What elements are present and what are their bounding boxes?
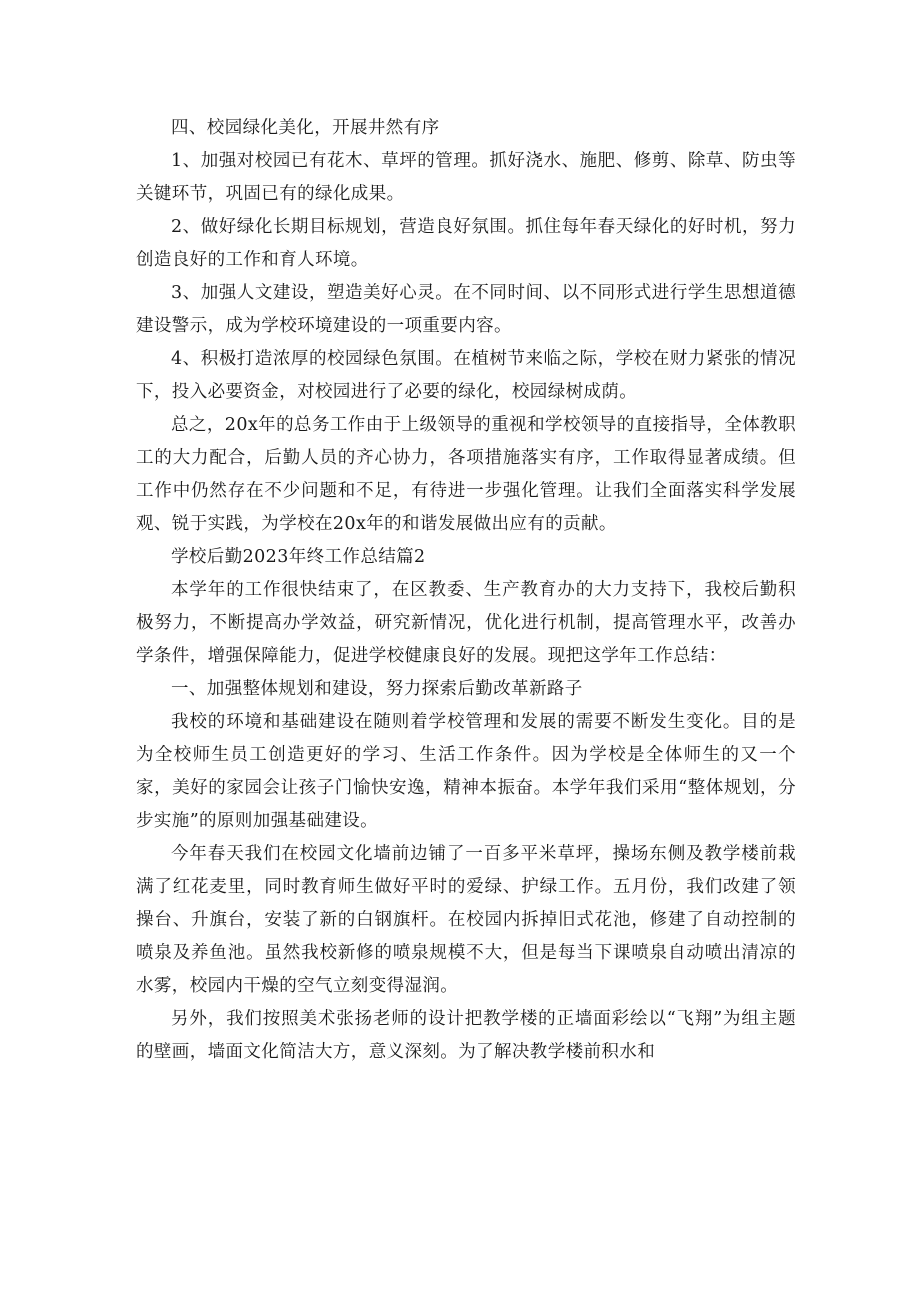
paragraph-conclusion: 总之，20x年的总务工作由于上级领导的重视和学校领导的直接指导，全体教职工的大力配合，后勤人员的齐心协力，各项措施落实有序，工作取得显著成绩。但工作中仍然存在不少问题和不足，有待进一步强化管理。让我们全面落实科学发展观、锐于实践，为学校在20x年的和谐发展做出应有的贡献。 bbox=[136, 415, 796, 534]
paragraph-environment: 我校的环境和基础建设在随则着学校管理和发展的需要不断发生变化。目的是为全校师生员工创造更好的学习、生活工作条件。因为学校是全体师生的又一个家，美好的家园会让孩子门愉快安逸，精神本振奋。本学年我们采用“整体规划，分步实施”的原则加强基础建设。 bbox=[136, 712, 796, 831]
article-title-part-2: 学校后勤2023年终工作总结篇2 bbox=[171, 547, 426, 567]
paragraph-mural: 另外，我们按照美术张扬老师的设计把教学楼的正墙面彩绘以“飞翔”为组主题的壁画，墙面文化简洁大方，意义深刻。为了解决教学楼前积水和 bbox=[136, 1009, 796, 1062]
paragraph-item-1: 1、加强对校园已有花木、草坪的管理。抓好浇水、施肥、修剪、除草、防虫等关键环节，巩固已有的绿化成果。 bbox=[136, 151, 796, 204]
paragraph-item-2: 2、做好绿化长期目标规划，营造良好氛围。抓住每年春天绿化的好时机，努力创造良好的工作和育人环境。 bbox=[136, 217, 796, 270]
paragraph-intro: 本学年的工作很快结束了，在区教委、生产教育办的大力支持下，我校后勤积极努力，不断提高办学效益，研究新情况，优化进行机制，提高管理水平，改善办学条件，增强保障能力，促进学校健康良好的发展。现把这学年工作总结： bbox=[136, 580, 796, 666]
section-heading-planning: 一、加强整体规划和建设，努力探索后勤改革新路子 bbox=[171, 679, 583, 699]
paragraph-spring-work: 今年春天我们在校园文化墙前边铺了一百多平米草坪，操场东侧及教学楼前栽满了红花麦里，同时教育师生做好平时的爱绿、护绿工作。五月份，我们改建了领操台、升旗台，安装了新的白钢旗杆。在校园内拆掉旧式花池，修建了自动控制的喷泉及养鱼池。虽然我校新修的喷泉规模不大，但是每当下课喷泉自动喷出清凉的水雾，校园内干燥的空气立刻变得湿润。 bbox=[136, 844, 796, 996]
paragraph-item-3: 3、加强人文建设，塑造美好心灵。在不同时间、以不同形式进行学生思想道德建设警示，成为学校环境建设的一项重要内容。 bbox=[136, 283, 796, 336]
section-heading-greening: 四、校园绿化美化，开展井然有序 bbox=[171, 118, 440, 138]
paragraph-item-4: 4、积极打造浓厚的校园绿色氛围。在植树节来临之际，学校在财力紧张的情况下，投入必要资金，对校园进行了必要的绿化，校园绿树成荫。 bbox=[136, 349, 796, 402]
